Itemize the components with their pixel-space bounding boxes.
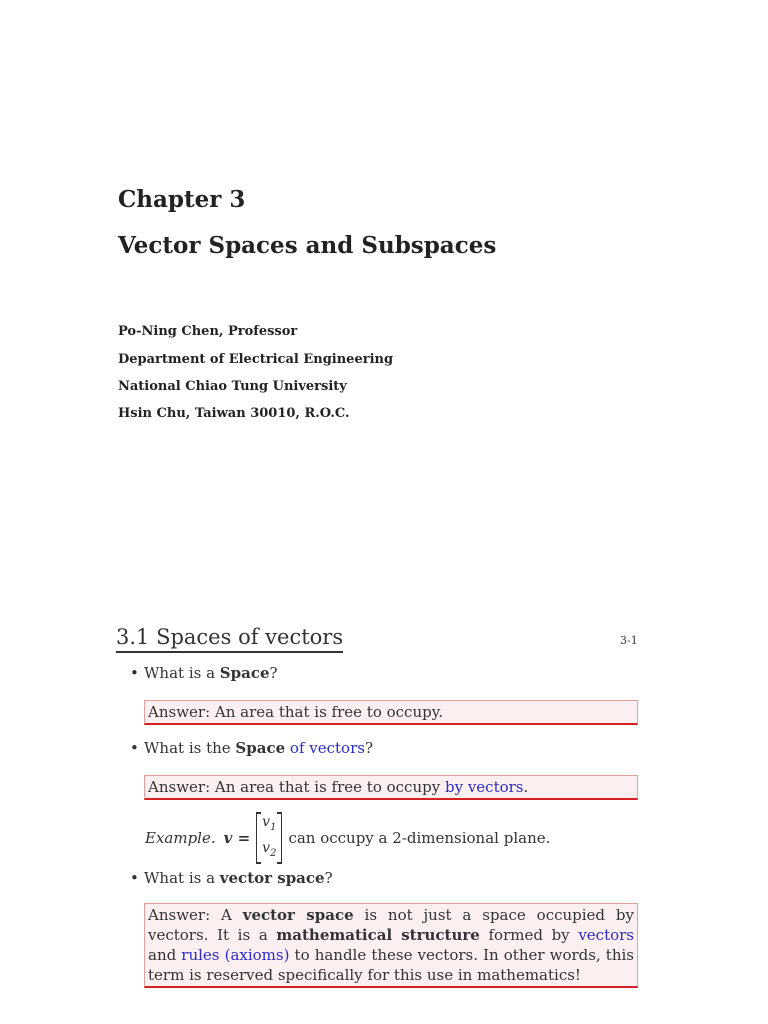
answer-box-space: Answer: An area that is free to occupy.: [144, 700, 638, 725]
author-name: Po-Ning Chen, Professor: [118, 324, 298, 339]
example-description: can occupy a 2-dimensional plane.: [288, 828, 551, 847]
question-space-of-vectors: • What is the Space of vectors?: [130, 739, 373, 757]
bullet-icon: •: [130, 664, 139, 682]
chapter-title: Vector Spaces and Subspaces: [118, 232, 497, 259]
answer-box-vector-space: Answer: A vector space is not just a space occupied by vectors. It is a mathematical structure formed by vectors and rules (axioms) to handle these vectors. In other words, this term is reserved specifically for this use in mathematics!: [144, 903, 638, 988]
bullet-icon: •: [130, 869, 139, 887]
question-vector-space: • What is a vector space?: [130, 869, 333, 887]
answer-box-space-of-vectors: Answer: An area that is free to occupy by vectors.: [144, 775, 638, 800]
example-vector: [145, 812, 550, 864]
bullet-icon: •: [130, 739, 139, 757]
author-university: National Chiao Tung University: [118, 379, 347, 394]
example-label: Example.: [145, 828, 216, 847]
page-number: 3-1: [620, 634, 638, 647]
chapter-number: Chapter 3: [118, 186, 246, 213]
author-department: Department of Electrical Engineering: [118, 352, 394, 367]
question-space: • What is a Space?: [130, 664, 278, 682]
vector-symbol: v =: [223, 828, 251, 847]
column-vector: $v_1$ $v_2$: [256, 812, 282, 864]
section-title: 3.1 Spaces of vectors: [116, 624, 343, 653]
author-address: Hsin Chu, Taiwan 30010, R.O.C.: [118, 406, 350, 421]
